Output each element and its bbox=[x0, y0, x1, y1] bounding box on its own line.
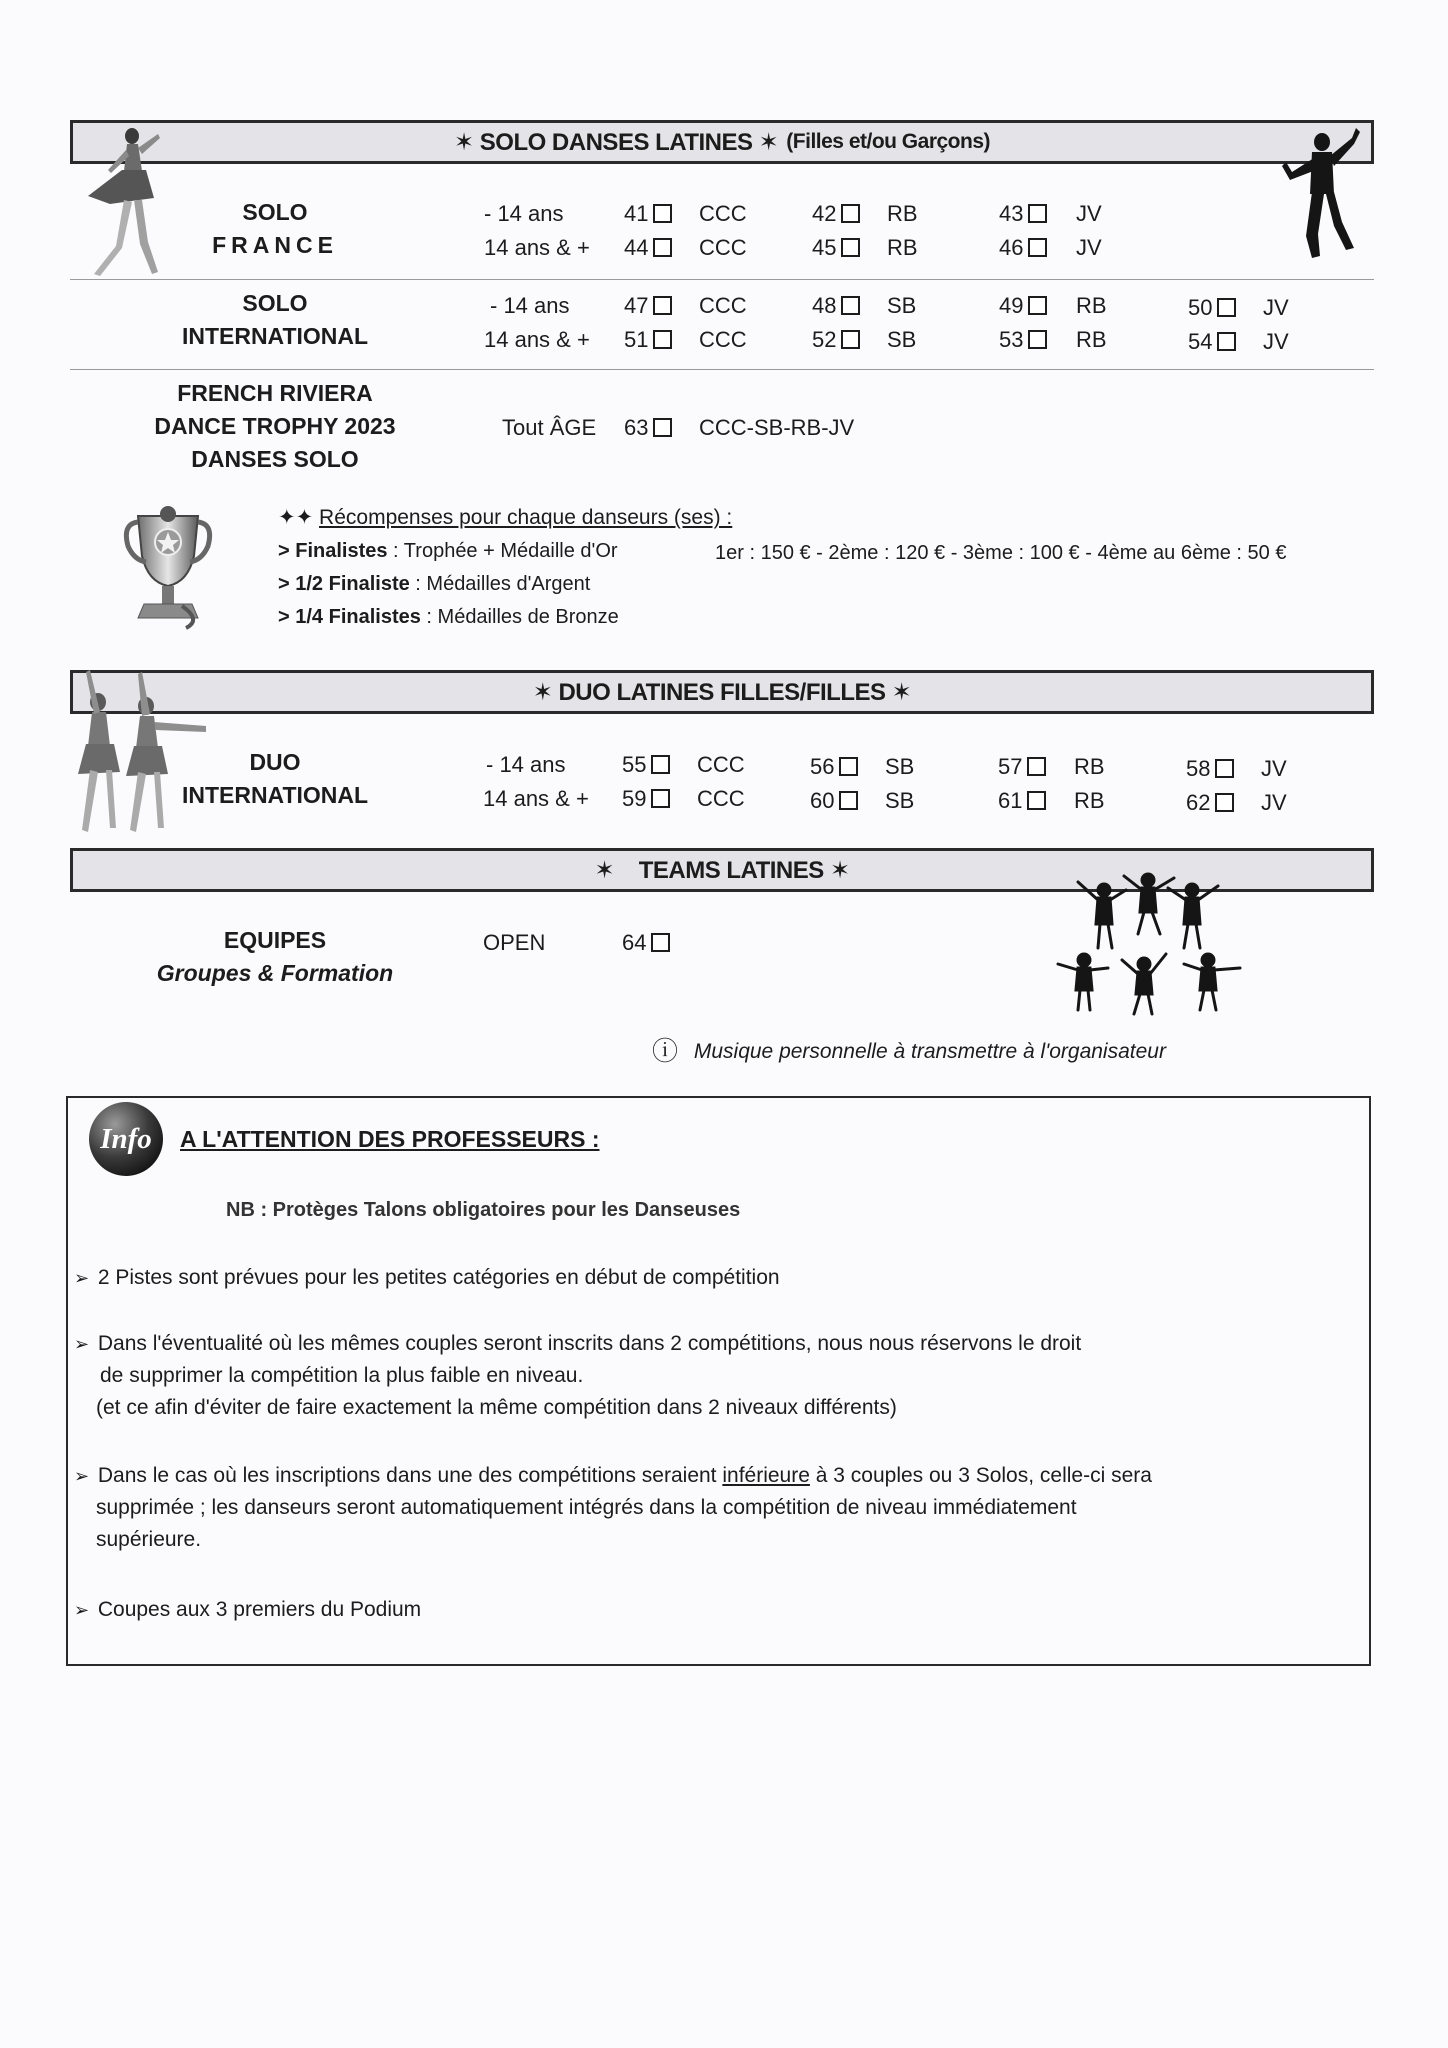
bullet-arrow-icon: ➢ bbox=[74, 1466, 90, 1486]
solo-intl-age-under14: - 14 ans bbox=[490, 293, 570, 318]
solo-france-label: SOLO FRANCE bbox=[212, 199, 338, 258]
entry-dance: CCC bbox=[697, 786, 745, 811]
entry-checkbox[interactable]: 62 bbox=[1186, 790, 1234, 816]
bullet-arrow-icon: ➢ bbox=[74, 1268, 90, 1288]
group-dancers-illustration bbox=[1048, 868, 1248, 1016]
entry-checkbox[interactable]: 44 bbox=[624, 235, 672, 261]
duo-section-title: ✶ DUO LATINES FILLES/FILLES ✶ bbox=[532, 678, 912, 706]
entry-checkbox[interactable]: 43 bbox=[999, 201, 1047, 227]
reward-line: > 1/2 Finaliste : Médailles d'Argent bbox=[278, 573, 591, 595]
solo-section-subtitle: (Filles et/ou Garçons) bbox=[786, 130, 991, 153]
entry-dance: JV bbox=[1076, 201, 1102, 226]
prize-amounts: 1er : 150 € - 2ème : 120 € - 3ème : 100 € - 4ème au 6ème : 50 € bbox=[715, 542, 1287, 564]
entry-checkbox[interactable]: 41 bbox=[624, 201, 672, 227]
entry-dance: CCC bbox=[699, 201, 747, 226]
solo-section-banner bbox=[70, 120, 1374, 164]
entry-dance: RB bbox=[887, 201, 918, 226]
entry-checkbox[interactable]: 51 bbox=[624, 327, 672, 353]
entry-checkbox[interactable]: 47 bbox=[624, 293, 672, 319]
bullet-arrow-icon: ➢ bbox=[74, 1600, 90, 1620]
info-point: ➢ 2 Pistes sont prévues pour les petites catégories en début de compétition bbox=[74, 1262, 780, 1294]
entry-dance: CCC bbox=[699, 327, 747, 352]
entry-dance: JV bbox=[1263, 329, 1289, 354]
teams-section-title: ✶ TEAMS LATINES ✶ bbox=[594, 856, 850, 884]
info-point: ➢ Dans l'éventualité où les mêmes couples seront inscrits dans 2 compétitions, nous nous réservons le droit de supprimer la compétition la plus faible en niveau. (et ce afin d'éviter de faire exactement la même compétition dans 2 niveaux différents) bbox=[74, 1328, 1081, 1424]
info-logo-icon bbox=[83, 1099, 169, 1179]
entry-dance: JV bbox=[1261, 756, 1287, 781]
solo-intl-age-14plus: 14 ans & + bbox=[484, 327, 590, 352]
solo-international-label: SOLO INTERNATIONAL bbox=[181, 290, 369, 349]
nb-note: NB : Protèges Talons obligatoires pour les Danseuses bbox=[226, 1199, 741, 1221]
entry-checkbox[interactable]: 61 bbox=[998, 788, 1046, 814]
entry-dance: SB bbox=[885, 788, 915, 813]
trophy-cup-icon bbox=[122, 502, 214, 630]
entry-checkbox[interactable]: 56 bbox=[810, 754, 858, 780]
solo-france-age-under14: - 14 ans bbox=[484, 201, 564, 226]
entry-checkbox[interactable]: 52 bbox=[812, 327, 860, 353]
section-divider bbox=[70, 279, 1374, 280]
entry-checkbox[interactable]: 55 bbox=[622, 752, 670, 778]
duo-international-label: DUO INTERNATIONAL bbox=[181, 749, 369, 808]
reward-line: > Finalistes : Trophée + Médaille d'Or bbox=[278, 540, 618, 562]
entry-dance: SB bbox=[887, 327, 917, 352]
entry-checkbox[interactable]: 57 bbox=[998, 754, 1046, 780]
entry-checkbox[interactable]: 59 bbox=[622, 786, 670, 812]
trophy-age: Tout ÂGE bbox=[502, 415, 597, 440]
rewards-heading: ✦✦ Récompenses pour chaque danseurs (ses) : bbox=[278, 506, 733, 529]
trophy-label: FRENCH RIVIERA DANCE TROPHY 2023 DANSES SOLO bbox=[154, 380, 396, 472]
trophy-dances: CCC-SB-RB-JV bbox=[699, 415, 855, 440]
entry-dance: RB bbox=[887, 235, 918, 260]
entry-checkbox[interactable]: 63 bbox=[624, 415, 672, 441]
entry-checkbox[interactable]: 48 bbox=[812, 293, 860, 319]
entry-dance: CCC bbox=[699, 293, 747, 318]
entry-checkbox[interactable]: 46 bbox=[999, 235, 1047, 261]
entry-checkbox[interactable]: 53 bbox=[999, 327, 1047, 353]
entry-dance: JV bbox=[1261, 790, 1287, 815]
bullet-arrow-icon: ➢ bbox=[74, 1334, 90, 1354]
entry-checkbox[interactable]: 60 bbox=[810, 788, 858, 814]
entry-dance: RB bbox=[1076, 327, 1107, 352]
solo-france-age-14plus: 14 ans & + bbox=[484, 235, 590, 260]
entry-dance: RB bbox=[1076, 293, 1107, 318]
info-point: ➢ Coupes aux 3 premiers du Podium bbox=[74, 1594, 421, 1626]
entry-dance: JV bbox=[1076, 235, 1102, 260]
female-dancer-illustration bbox=[80, 126, 170, 286]
music-note: ⓘ Musique personnelle à transmettre à l'organisateur bbox=[652, 1036, 1166, 1066]
section-divider bbox=[70, 369, 1374, 370]
entry-checkbox[interactable]: 42 bbox=[812, 201, 860, 227]
entry-checkbox[interactable]: 54 bbox=[1188, 329, 1236, 355]
entry-checkbox[interactable]: 49 bbox=[999, 293, 1047, 319]
teams-age: OPEN bbox=[483, 930, 546, 955]
teams-label: EQUIPES Groupes & Formation bbox=[156, 927, 394, 986]
duo-section-banner bbox=[70, 670, 1374, 714]
info-heading: A L'ATTENTION DES PROFESSEURS : bbox=[180, 1126, 600, 1152]
entry-dance: CCC bbox=[699, 235, 747, 260]
info-circle-icon: ⓘ bbox=[652, 1036, 679, 1066]
teacher-info-box bbox=[66, 1096, 1371, 1666]
male-dancer-illustration bbox=[1282, 126, 1362, 261]
duo-age-14plus: 14 ans & + bbox=[483, 786, 589, 811]
entry-dance: RB bbox=[1074, 788, 1105, 813]
reward-line: > 1/4 Finalistes : Médailles de Bronze bbox=[278, 606, 619, 628]
duo-age-under14: - 14 ans bbox=[486, 752, 566, 777]
entry-checkbox[interactable]: 45 bbox=[812, 235, 860, 261]
entry-checkbox[interactable]: 58 bbox=[1186, 756, 1234, 782]
entry-dance: JV bbox=[1263, 295, 1289, 320]
entry-checkbox[interactable]: 64 bbox=[622, 930, 670, 956]
entry-checkbox[interactable]: 50 bbox=[1188, 295, 1236, 321]
solo-section-title: ✶ SOLO DANSES LATINES ✶ bbox=[453, 128, 779, 156]
entry-dance: SB bbox=[887, 293, 917, 318]
info-logo-text: Info bbox=[100, 1123, 152, 1155]
entry-dance: RB bbox=[1074, 754, 1105, 779]
info-point: ➢ Dans le cas où les inscriptions dans une des compétitions seraient inférieure à 3 couples ou 3 Solos, celle-ci sera supprimée ; les danseurs seront automatiquement intégrés dans la compétition de niveau immédiatement supérieure. bbox=[74, 1460, 1152, 1556]
entry-dance: CCC bbox=[697, 752, 745, 777]
entry-dance: SB bbox=[885, 754, 915, 779]
